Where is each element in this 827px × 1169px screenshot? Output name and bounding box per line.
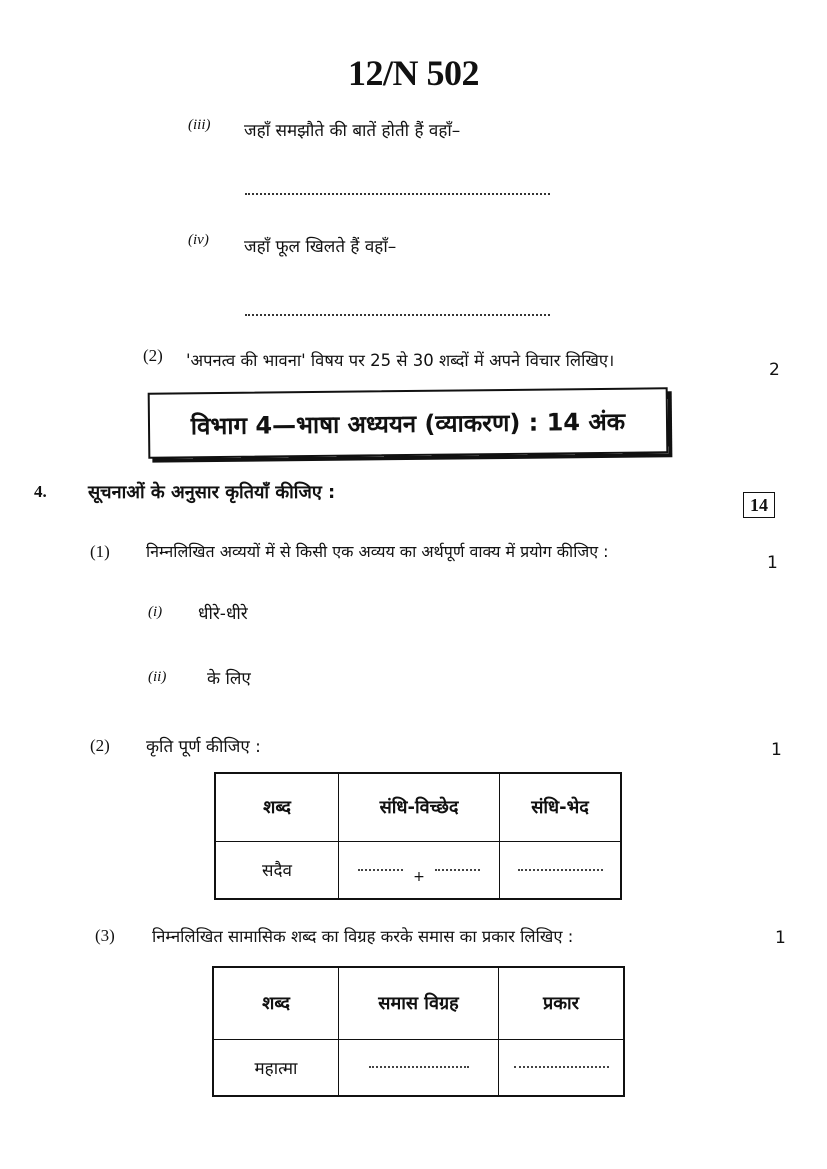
option-label-ii: (ii) [148,669,167,685]
question-instruction-4: सूचनाओं के अनुसार कृतियाँ कीजिए : [88,482,336,503]
samas-word: महात्मा [213,1039,339,1096]
sandhi-type-cell[interactable] [500,841,622,899]
option-text-i: धीरे-धीरे [198,604,248,624]
samas-type-cell[interactable] [499,1039,625,1096]
sandhi-split-blank-1[interactable] [358,869,403,871]
samas-vigrah-cell[interactable] [339,1039,499,1096]
samas-header-type: प्रकार [499,967,625,1039]
sub-label-1: (1) [90,542,110,561]
paper-code: 12/N 502 [348,53,479,93]
question-label-2: (2) [143,346,163,365]
item-label-iii: (iii) [188,117,211,133]
sandhi-header-split: संधि-विच्छेद [339,773,500,841]
samas-header-word: शब्द [213,967,339,1039]
sub-text-2: कृति पूर्ण कीजिए : [146,737,261,757]
plus-sign: + [413,868,425,885]
sandhi-header-type: संधि-भेद [500,773,622,841]
section-heading: विभाग 4—भाषा अध्ययन (व्याकरण) : 14 अंक [190,407,626,440]
sandhi-header-word: शब्द [215,773,339,841]
question-marks-2: 2 [769,360,780,380]
sub-marks-2: 1 [771,740,782,760]
total-marks: 14 [750,494,768,515]
sub-text-1: निम्नलिखित अव्ययों में से किसी एक अव्यय का अर्थपूर्ण वाक्य में प्रयोग कीजिए : [146,542,609,561]
sub-label-2: (2) [90,736,110,755]
sandhi-type-blank[interactable] [518,869,603,871]
option-text-ii: के लिए [207,669,251,689]
samas-type-blank[interactable] [514,1066,609,1068]
sub-label-3: (3) [95,926,115,945]
question-text-2: 'अपनत्व की भावना' विषय पर 25 से 30 शब्दों में अपने विचार लिखिए। [186,351,615,370]
sandhi-split-cell[interactable] [339,841,500,899]
sandhi-word: सदैव [215,841,339,899]
samas-vigrah-blank[interactable] [369,1066,469,1068]
sandhi-table [214,772,622,900]
section-heading-box [148,387,669,458]
total-marks-box [743,492,775,518]
samas-table [212,966,625,1097]
question-number-4: 4. [34,482,47,501]
option-label-i: (i) [148,604,163,620]
sub-marks-3: 1 [775,928,786,948]
sandhi-split-blank-2[interactable] [435,869,480,871]
sub-marks-1: 1 [767,553,778,573]
sub-text-3: निम्नलिखित सामासिक शब्द का विग्रह करके समास का प्रकार लिखिए : [152,927,574,946]
answer-line-iii[interactable] [245,193,550,195]
samas-header-vigrah: समास विग्रह [339,967,499,1039]
answer-line-iv[interactable] [245,314,550,316]
item-text-iii: जहाँ समझौते की बातें होती हैं वहाँ– [244,121,461,141]
item-text-iv: जहाँ फूल खिलते हैं वहाँ– [244,237,397,257]
item-label-iv: (iv) [188,232,209,248]
